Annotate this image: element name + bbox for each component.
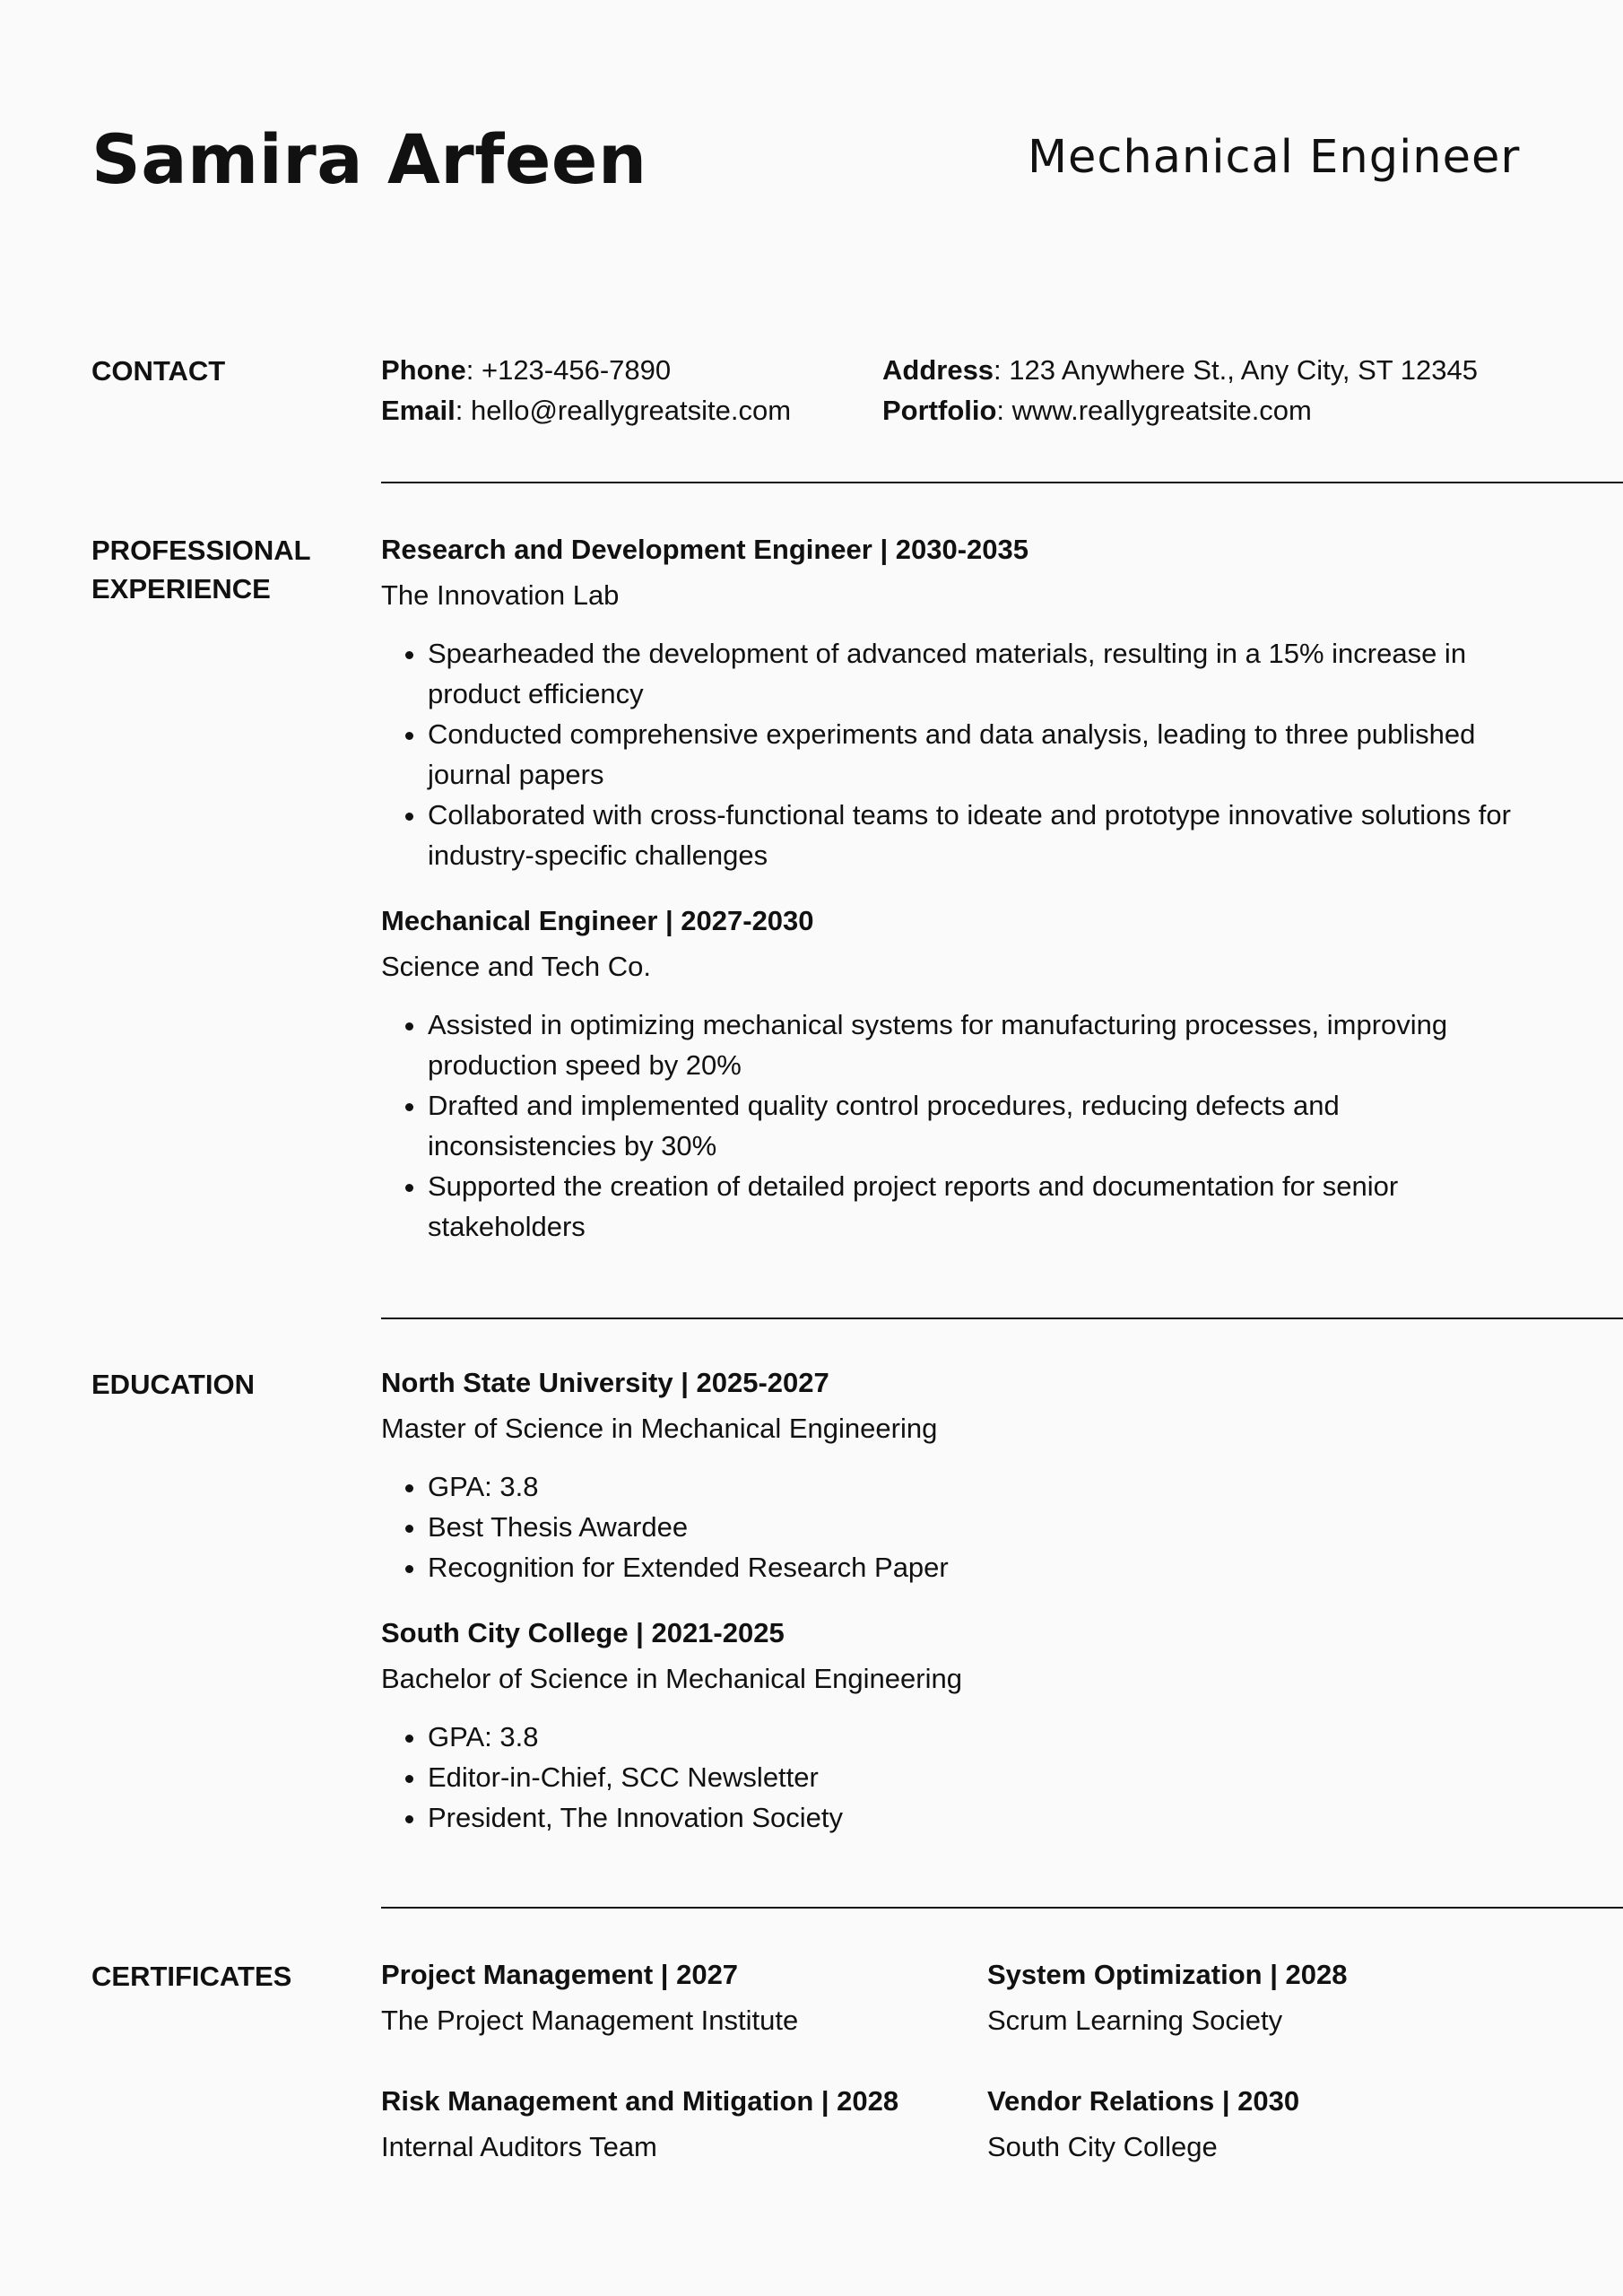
portfolio-label: Portfolio — [882, 395, 997, 426]
contact-address: Address: 123 Anywhere St., Any City, ST 12345 — [882, 354, 1478, 386]
section-label-certificates: CERTIFICATES — [91, 1961, 292, 1992]
bullet-item: • Editor-in-Chief, SCC Newsletter — [428, 1757, 1529, 1797]
certificate-heading: Vendor Relations | 2030 — [987, 2085, 1300, 2117]
bullet-item: • Recognition for Extended Research Paper — [428, 1547, 1529, 1587]
certificate-issuer: Scrum Learning Society — [987, 2005, 1283, 2036]
education-list — [381, 1362, 1529, 1838]
experience-label-line1: PROFESSIONAL — [91, 535, 311, 566]
education-entry — [381, 1362, 1529, 1587]
job-company: Science and Tech Co. — [381, 951, 652, 982]
bullet-item: • Drafted and implemented quality control procedures, reducing defects and inconsistencies by 30% — [428, 1085, 1529, 1166]
certificate-heading: Risk Management and Mitigation | 2028 — [381, 2085, 899, 2117]
section-label-experience — [91, 531, 352, 608]
job-bullets — [381, 1004, 1529, 1247]
school-degree: Bachelor of Science in Mechanical Engineering — [381, 1663, 962, 1694]
divider — [381, 482, 1623, 483]
job-heading: Mechanical Engineer | 2027-2030 — [381, 905, 814, 936]
job-entry — [381, 900, 1529, 1247]
email-value: hello@reallygreatsite.com — [470, 395, 792, 426]
certificate-issuer: South City College — [987, 2131, 1218, 2162]
certificate-heading: System Optimization | 2028 — [987, 1959, 1348, 1990]
job-heading: Research and Development Engineer | 2030-2035 — [381, 534, 1028, 565]
job-title: Mechanical Engineer — [1028, 131, 1521, 184]
divider — [381, 1907, 1623, 1909]
job-company: The Innovation Lab — [381, 579, 620, 611]
bullet-item: • President, The Innovation Society — [428, 1797, 1529, 1838]
certificate-item — [987, 2081, 1561, 2167]
bullet-item: • Spearheaded the development of advanced materials, resulting in a 15% increase in product efficiency — [428, 633, 1529, 714]
certificate-heading: Project Management | 2027 — [381, 1959, 739, 1990]
school-degree: Master of Science in Mechanical Engineering — [381, 1413, 938, 1444]
divider — [381, 1318, 1623, 1319]
portfolio-value: www.reallygreatsite.com — [1011, 395, 1312, 426]
certificate-item — [381, 1954, 955, 2040]
school-bullets — [381, 1466, 1529, 1587]
experience-list — [381, 529, 1529, 1247]
candidate-name: Samira Arfeen — [91, 119, 647, 199]
certificate-item — [987, 1954, 1561, 2040]
phone-value: +123-456-7890 — [481, 354, 672, 386]
experience-label-line2: EXPERIENCE — [91, 573, 271, 604]
email-label: Email — [381, 395, 456, 426]
bullet-item: • Best Thesis Awardee — [428, 1507, 1529, 1547]
contact-email: Email: hello@reallygreatsite.com — [381, 395, 792, 426]
bullet-item: • Conducted comprehensive experiments and data analysis, leading to three published journal papers — [428, 714, 1529, 795]
certificate-issuer: The Project Management Institute — [381, 2005, 799, 2036]
address-value: 123 Anywhere St., Any City, ST 12345 — [1009, 354, 1478, 386]
bullet-item: • Assisted in optimizing mechanical systems for manufacturing processes, improving production speed by 20% — [428, 1004, 1529, 1085]
school-heading: South City College | 2021-2025 — [381, 1617, 785, 1648]
contact-phone: Phone: +123-456-7890 — [381, 354, 672, 386]
certificate-item — [381, 2081, 955, 2167]
bullet-item: • GPA: 3.8 — [428, 1466, 1529, 1507]
address-label: Address — [882, 354, 994, 386]
job-bullets — [381, 633, 1529, 875]
bullet-item: • Supported the creation of detailed project reports and documentation for senior stakeholders — [428, 1166, 1529, 1247]
school-heading: North State University | 2025-2027 — [381, 1367, 829, 1398]
section-label-contact: CONTACT — [91, 355, 226, 387]
job-entry — [381, 529, 1529, 875]
phone-label: Phone — [381, 354, 466, 386]
contact-portfolio: Portfolio: www.reallygreatsite.com — [882, 395, 1312, 426]
education-entry — [381, 1613, 1529, 1838]
certificates-column-right — [987, 1954, 1561, 2167]
section-label-education: EDUCATION — [91, 1369, 255, 1400]
school-bullets — [381, 1717, 1529, 1838]
bullet-item: • GPA: 3.8 — [428, 1717, 1529, 1757]
bullet-item: • Collaborated with cross-functional teams to ideate and prototype innovative solutions for industry-specific challenges — [428, 795, 1529, 875]
certificate-issuer: Internal Auditors Team — [381, 2131, 657, 2162]
certificates-column-left — [381, 1954, 955, 2167]
